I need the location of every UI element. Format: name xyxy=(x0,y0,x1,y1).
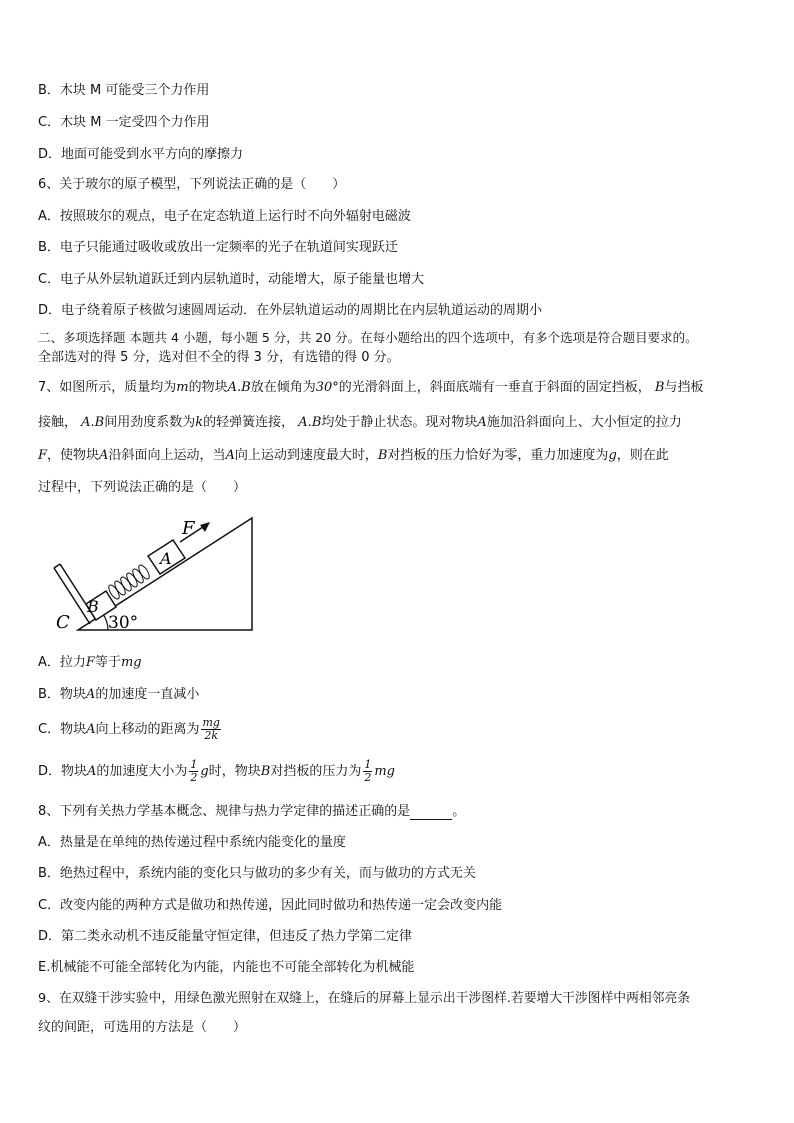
label-angle: 30° xyxy=(108,613,139,633)
label-c: C xyxy=(56,612,70,633)
q7-stem-line3: F，使物块A沿斜面向上运动，当A向上运动到速度最大时，B对挡板的压力恰好为零，重力加速度为g，则在此 xyxy=(38,448,669,463)
q8-stem: 8、下列有关热力学基本概念、规律与热力学定律的描述正确的是 。 xyxy=(38,804,466,819)
q6-stem: 6、关于玻尔的原子模型，下列说法正确的是（ ） xyxy=(38,177,346,192)
label-f: F xyxy=(182,518,195,539)
q5-option-b: B．木块 M 可能受三个力作用 xyxy=(38,83,210,98)
fraction-mg-over-2k: $\frac{mg}{2k}$ xyxy=(202,716,220,742)
q7-stem-line4: 过程中，下列说法正确的是（ ） xyxy=(38,480,247,495)
q5-option-c: C．木块 M 一定受四个力作用 xyxy=(38,115,210,130)
q6-option-d: D．电子绕着原子核做匀速圆周运动．在外层轨道运动的周期比在内层轨道运动的周期小 xyxy=(38,303,543,318)
q7-option-d: D．物块A的加速度大小为 $\frac{1}{2}$ g时，物块B对挡板的压力为 $\frac{1}{2}$ mg xyxy=(38,758,395,784)
q6-option-b: B．电子只能通过吸收或放出一定频率的光子在轨道间实现跃迁 xyxy=(38,240,398,255)
q8-option-b: B．绝热过程中，系统内能的变化只与做功的多少有关，而与做功的方式无关 xyxy=(38,866,476,881)
label-a: A xyxy=(160,549,172,568)
force-arrowhead xyxy=(200,522,210,532)
q9-stem-line2: 纹的间距，可选用的方法是（ ） xyxy=(38,1020,247,1035)
q8-option-a: A．热量是在单纯的热传递过程中系统内能变化的量度 xyxy=(38,835,346,850)
q6-option-a: A．按照玻尔的观点，电子在定态轨道上运行时不向外辐射电磁波 xyxy=(38,209,411,224)
q7-option-b: B．物块A的加速度一直减小 xyxy=(38,687,200,702)
q8-option-d: D．第二类永动机不违反能量守恒定律，但违反了热力学第二定律 xyxy=(38,929,413,944)
label-b: B xyxy=(87,597,99,616)
q6-option-c: C．电子从外层轨道跃迁到内层轨道时，动能增大，原子能量也增大 xyxy=(38,272,425,287)
section2-instructions-line1: 二、多项选择题 本题共 4 小题，每小题 5 分，共 20 分。在每小题给出的四个选项中，有多个选项是符合题目要求的。 xyxy=(38,330,698,345)
spring xyxy=(107,563,152,600)
q7-stem-line1: 7、如图所示，质量均为m的物块A.B放在倾角为30°的光滑斜面上，斜面底端有一垂直于斜面的固定挡板， B与挡板 xyxy=(38,380,704,395)
q7-stem-line2: 接触， A.B间用劲度系数为k的轻弹簧连接， A.B均处于静止状态。现对物块A施加沿斜面向上、大小恒定的拉力 xyxy=(38,415,682,430)
section2-instructions-line2: 全部选对的得 5 分，选对但不全的得 3 分，有选错的得 0 分。 xyxy=(38,350,400,365)
answer-blank xyxy=(410,807,452,820)
q7-option-a: A．拉力F等于mg xyxy=(38,655,142,670)
q5-option-d: D．地面可能受到水平方向的摩擦力 xyxy=(38,147,244,162)
q7-option-c: C．物块A向上移动的距离为 $\frac{mg}{2k}$ xyxy=(38,716,220,742)
q7-incline-figure xyxy=(50,512,260,634)
q8-option-e: E.机械能不可能全部转化为内能，内能也不可能全部转化为机械能 xyxy=(38,960,415,975)
q9-stem-line1: 9、在双缝干涉实验中，用绿色激光照射在双缝上，在缝后的屏幕上显示出干涉图样.若要增大干涉图样中两相邻亮条 xyxy=(38,991,691,1006)
q8-option-c: C．改变内能的两种方式是做功和热传递，因此同时做功和热传递一定会改变内能 xyxy=(38,898,503,913)
